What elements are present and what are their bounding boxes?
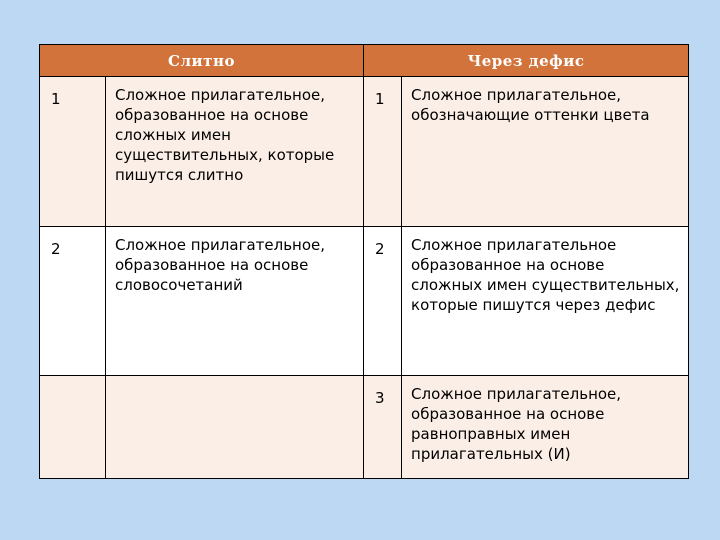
row-number-left <box>40 376 106 479</box>
row-number-right: 1 <box>364 77 402 227</box>
rule-text-left: Сложное прилагательное, образованное на основе сложных имен существительных, которые пишутся слитно <box>106 77 364 227</box>
table-row <box>40 77 689 227</box>
header-together: Слитно <box>40 45 364 77</box>
rule-text-left: Сложное прилагательное, образованное на основе словосочетаний <box>106 227 364 376</box>
spelling-rules-table <box>39 44 689 479</box>
rule-text-right: Сложное прилагательное, образованное на основе равноправных имен прилагательных (И) <box>402 376 689 479</box>
rule-text-right: Сложное прилагательное, обозначающие оттенки цвета <box>402 77 689 227</box>
table-row <box>40 376 689 479</box>
rule-text-left <box>106 376 364 479</box>
header-row <box>40 45 689 77</box>
table-row <box>40 227 689 376</box>
row-number-left: 2 <box>40 227 106 376</box>
header-hyphenated: Через дефис <box>364 45 689 77</box>
row-number-right: 3 <box>364 376 402 479</box>
rule-text-right: Сложное прилагательное образованное на основе сложных имен существительных, которые пишутся через дефис <box>402 227 689 376</box>
row-number-left: 1 <box>40 77 106 227</box>
row-number-right: 2 <box>364 227 402 376</box>
